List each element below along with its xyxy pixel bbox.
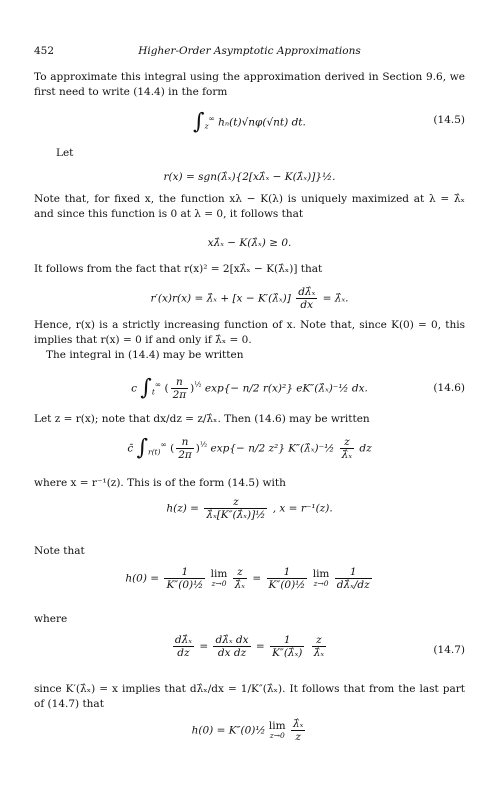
h-right: , x = r⁻¹(z). xyxy=(272,502,333,515)
equation-h-zero xyxy=(34,566,465,591)
paragraph-follows: It follows from the fact that r(x)² = 2[xλ̂ₓ − K(λ̂ₓ)] that xyxy=(34,263,323,275)
integral-upper: ∞ xyxy=(160,440,167,449)
equation-14-5 xyxy=(34,109,465,135)
equation-inequality: xλ̂ₓ − K(λ̂ₓ) ≥ 0. xyxy=(207,237,292,249)
integral-lower: t xyxy=(151,387,155,397)
fraction-b xyxy=(213,634,250,659)
fraction-d xyxy=(312,634,326,659)
integral-upper: ∞ xyxy=(208,114,215,123)
derivative-numerator: dλ̂ₓ xyxy=(298,286,316,298)
derivative-left: r′(x)r(x) = λ̂ₓ + [x − K′(λ̂ₓ)] xyxy=(150,292,291,305)
fraction-1 xyxy=(164,566,205,591)
half-exponent: ½ xyxy=(194,380,202,389)
label-note-that: Note that xyxy=(34,545,85,557)
paren-close: ) xyxy=(195,442,200,455)
frac-num: 1 xyxy=(164,566,205,579)
lim-word: lim xyxy=(268,719,286,732)
half-exponent: ½ xyxy=(199,440,208,449)
equation-derivative xyxy=(34,286,465,311)
integral-upper: ∞ xyxy=(154,380,162,389)
integral-lower: r(t) xyxy=(148,447,161,457)
equation-number-14-5: (14.5) xyxy=(433,114,465,126)
paragraph-increasing: Hence, r(x) is a strictly increasing function of x. Note that, since K(0) = 0, this implies that r(x) = 0 if and only if λ̂ₓ = 0. xyxy=(34,319,465,346)
frac-num: 1 xyxy=(270,634,304,647)
equation-r-definition: r(x) = sgn(λ̂ₓ){2[xλ̂ₓ − K(λ̂ₓ)]}½. xyxy=(163,171,336,183)
frac-num: dλ̂ₓ dx xyxy=(215,634,249,646)
equation-14-7 xyxy=(34,634,465,659)
frac-den: λ̂ₓ xyxy=(341,449,353,461)
frac-num: dλ̂ₓ xyxy=(174,634,192,646)
derivative-denominator: dx xyxy=(300,299,314,311)
h-fraction xyxy=(204,496,267,521)
differential-dz: dz xyxy=(359,442,372,455)
frac-num: z xyxy=(312,634,326,647)
integral-lower: z xyxy=(204,121,209,131)
page-header xyxy=(34,45,465,59)
frac-num: λ̂ₓ xyxy=(292,718,304,730)
frac-den: dz xyxy=(177,647,190,659)
frac-den: K″(0)½ xyxy=(268,579,306,591)
z-over-lambda xyxy=(340,436,354,461)
integral-sign: ∫ xyxy=(136,435,149,461)
limit-2 xyxy=(313,569,330,589)
paragraph-intro: To approximate this integral using the approximation derived in Section 9.6, we first need to write (14.4) in the form xyxy=(34,71,465,98)
integrand: hₙ(t)√nφ(√nt) dt. xyxy=(218,116,306,129)
equation-number-14-6: (14.6) xyxy=(433,382,465,394)
frac-den: λ̂ₓ xyxy=(234,579,246,591)
frac-den: dx dz xyxy=(217,647,247,659)
fraction-c xyxy=(270,634,304,659)
equation-14-6 xyxy=(34,376,465,401)
derivative-fraction xyxy=(296,286,317,311)
page-number: 452 xyxy=(34,45,55,57)
label-where: where xyxy=(34,613,68,625)
frac-den: K″(0)½ xyxy=(166,579,204,591)
constant-cbar: c̄ xyxy=(127,442,134,455)
frac-den: λ̂ₓ[K″(λ̂ₓ)]½ xyxy=(206,509,266,521)
frac-num: 1 xyxy=(335,566,372,579)
fraction-4 xyxy=(335,566,372,591)
fraction-3 xyxy=(267,566,308,591)
derivative-right: = λ̂ₓ. xyxy=(322,292,349,305)
frac-num: z xyxy=(204,496,267,509)
n-over-2pi xyxy=(176,436,194,461)
h-left: h(z) = xyxy=(166,502,199,515)
paren-open: ( xyxy=(170,442,175,455)
label-let: Let xyxy=(56,147,74,159)
integrand-rest: exp{− n/2 z²} K″(λ̂ₓ)⁻½ xyxy=(210,442,335,455)
lim-sub: z→0 xyxy=(269,730,285,740)
equals: = xyxy=(255,640,265,653)
frac-den: z xyxy=(295,731,301,743)
paragraph-where-x: where x = r⁻¹(z). This is of the form (14.5) with xyxy=(34,477,286,489)
frac-den: 2π xyxy=(178,449,192,461)
n-over-2pi xyxy=(171,376,189,401)
equation-z-form xyxy=(34,436,465,461)
h0-left: h(0) = xyxy=(125,572,160,585)
fraction-a xyxy=(173,634,194,659)
paragraph-maximized: Note that, for fixed x, the function xλ − K(λ) is uniquely maximized at λ = λ̂ₓ and since this function is 0 at λ = 0, it follows that xyxy=(34,193,465,220)
equation-h-zero-final xyxy=(34,718,465,743)
integrand-rest: exp{− n/2 r(x)²} eK″(λ̂ₓ)⁻½ dx. xyxy=(204,382,368,395)
final-left: h(0) = K″(0)½ xyxy=(191,724,266,737)
frac-num: n xyxy=(171,376,189,389)
fraction-2 xyxy=(233,566,247,591)
frac-den: λ̂ₓ xyxy=(313,647,325,659)
paren-open: ( xyxy=(164,382,169,395)
integral-sign: ∫ xyxy=(140,375,152,401)
frac-den: 2π xyxy=(172,389,187,401)
limit-1 xyxy=(211,569,228,589)
frac-num: 1 xyxy=(267,566,308,579)
frac-num: z xyxy=(233,566,247,579)
integral-sign: ∫ xyxy=(193,109,205,135)
paragraph-since: since K′(λ̂ₓ) = x implies that dλ̂ₓ/dx = 1/K″(λ̂ₓ). It follows that from the last part of (14.7) that xyxy=(34,683,465,710)
limit xyxy=(269,721,286,741)
frac-den: K″(λ̂ₓ) xyxy=(272,647,303,659)
running-title: Higher-Order Asymptotic Approximations xyxy=(138,45,361,57)
lim-word: lim xyxy=(312,567,330,580)
final-fraction xyxy=(291,718,305,743)
frac-den: dλ̂ₓ/dz xyxy=(336,579,370,591)
equation-number-14-7: (14.7) xyxy=(433,644,465,656)
frac-num: z xyxy=(340,436,354,449)
lim-sub: z→0 xyxy=(313,578,329,588)
paren-close: ) xyxy=(190,382,195,395)
equals: = xyxy=(252,572,262,585)
paragraph-integral-written: The integral in (14.4) may be written xyxy=(46,349,244,361)
lim-word: lim xyxy=(210,567,228,580)
paragraph-let-z: Let z = r(x); note that dx/dz = z/λ̂ₓ. Then (14.6) may be written xyxy=(34,413,370,425)
lim-sub: z→0 xyxy=(211,578,227,588)
equals: = xyxy=(199,640,209,653)
constant-c: c xyxy=(131,382,138,395)
equation-h-of-z xyxy=(34,496,465,521)
frac-num: n xyxy=(176,436,194,449)
